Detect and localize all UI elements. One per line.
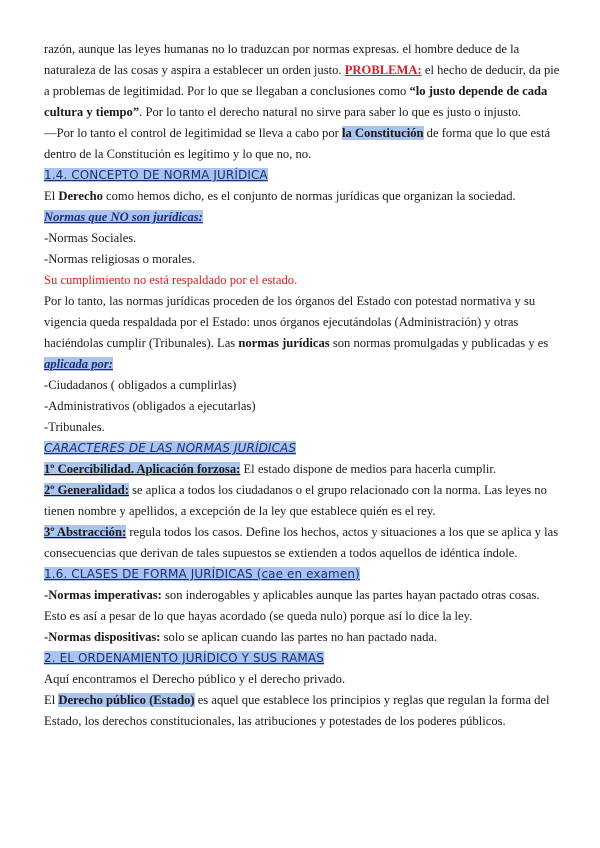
text: El (44, 189, 56, 203)
list-item: -Administrativos (obligados a ejecutarlas) (44, 399, 256, 413)
caracter-label: 3º Abstracción: (44, 525, 127, 539)
paragraph-control-legitimidad (44, 123, 560, 165)
section-heading-1-4: 1.4. CONCEPTO DE NORMA JURÍDICA (44, 168, 268, 182)
text: son inderogables y aplicables aunque las partes hayan pactado otras cosas. Esto es así a pesar de lo que hayas acordado (se queda nulo) porque así lo dice la ley. (44, 588, 540, 623)
list-item: -Normas Sociales. (44, 231, 137, 245)
section-heading-caracteres: CARACTERES DE LAS NORMAS JURÍDICAS (44, 441, 297, 455)
text: como hemos dicho, es el conjunto de normas jurídicas que organizan la sociedad. (106, 189, 516, 203)
caracter-1 (44, 459, 560, 480)
text: se aplica a todos los ciudadanos o el grupo relacionado con la norma. Las leyes no tienen nombre y apellidos, a excepción de la ley que establece quién es el rey. (44, 483, 547, 518)
caracter-label: 1º Coercibilidad. Aplicación forzosa: (44, 462, 241, 476)
list-item: -Normas religiosas o morales. (44, 252, 196, 266)
section-heading-2: 2. EL ORDENAMIENTO JURÍDICO Y SUS RAMAS (44, 651, 324, 665)
text: solo se aplican cuando las partes no han pactado nada. (163, 630, 438, 644)
no-juridicas-title: Normas que NO son jurídicas: (44, 210, 203, 224)
text: es aquel que establece los principios y reglas que regulan la forma del Estado, los derechos constitucionales, las atribuciones y potestades de los poderes públicos. (44, 693, 550, 728)
text: de forma que lo que está dentro de la Constitución es legítimo y lo que no, no. (44, 126, 551, 161)
red-note: Su cumplimiento no está respaldado por el estado. (44, 273, 298, 287)
problema-label: PROBLEMA: (344, 63, 422, 77)
normas-imperativas (44, 585, 560, 627)
label: -Normas dispositivas: (44, 630, 161, 644)
caracter-label: 2º Generalidad: (44, 483, 129, 497)
highlight-derecho-publico: Derecho público (Estado) (58, 693, 195, 707)
paragraph-ramas: Aquí encontramos el Derecho público y el derecho privado. (44, 672, 346, 686)
text: regula todos los casos. Define los hechos, actos y situaciones a los que se aplica y las consecuencias que derivan de tales supuestos se extienden a todos aquellos de idéntica índole. (44, 525, 559, 560)
paragraph-derecho-natural (44, 39, 560, 123)
text: . Por lo tanto el derecho natural no sirve para saber lo que es justo o injusto. (139, 105, 522, 119)
caracter-3 (44, 522, 560, 564)
text: son normas promulgadas y publicadas y es (332, 336, 549, 350)
text: Por lo tanto, las normas jurídicas proceden de los órganos del Estado con potestad normativa y su vigencia queda respaldada por el Estado: unos órganos ejecutándolas (Administración) y otras haciéndolas cumplir (Tribunales). Las (44, 294, 536, 350)
paragraph-derecho-publico (44, 690, 560, 732)
caracter-2 (44, 480, 560, 522)
bold-normas-juridicas: normas jurídicas (238, 336, 330, 350)
normas-dispositivas (44, 627, 560, 648)
text: El estado dispone de medios para hacerla cumplir. (243, 462, 496, 476)
list-item: -Ciudadanos ( obligados a cumplirlas) (44, 378, 237, 392)
text: El (44, 693, 56, 707)
label: -Normas imperativas: (44, 588, 162, 602)
paragraph-derecho (44, 186, 560, 207)
text: —Por lo tanto el control de legitimidad se lleva a cabo por (44, 126, 339, 140)
bold-derecho: Derecho (58, 189, 103, 203)
section-heading-1-6: 1.6. CLASES DE FORMA JURÍDICAS (cae en examen) (44, 567, 360, 581)
aplicada-por-label: aplicada por: (44, 357, 113, 371)
text: el hecho de deducir, da pie a problemas de legitimidad. Por lo que se llegaban a conclusiones como (44, 63, 560, 98)
quote: “lo justo depende de cada cultura y tiempo” (44, 84, 548, 119)
paragraph-normas-juridicas (44, 291, 560, 375)
list-item: -Tribunales. (44, 420, 105, 434)
highlight-constitucion: la Constitución (341, 126, 424, 140)
text: razón, aunque las leyes humanas no lo traduzcan por normas expresas. el hombre deduce de la naturaleza de las cosas y aspira a establecer un orden justo. (44, 42, 520, 77)
